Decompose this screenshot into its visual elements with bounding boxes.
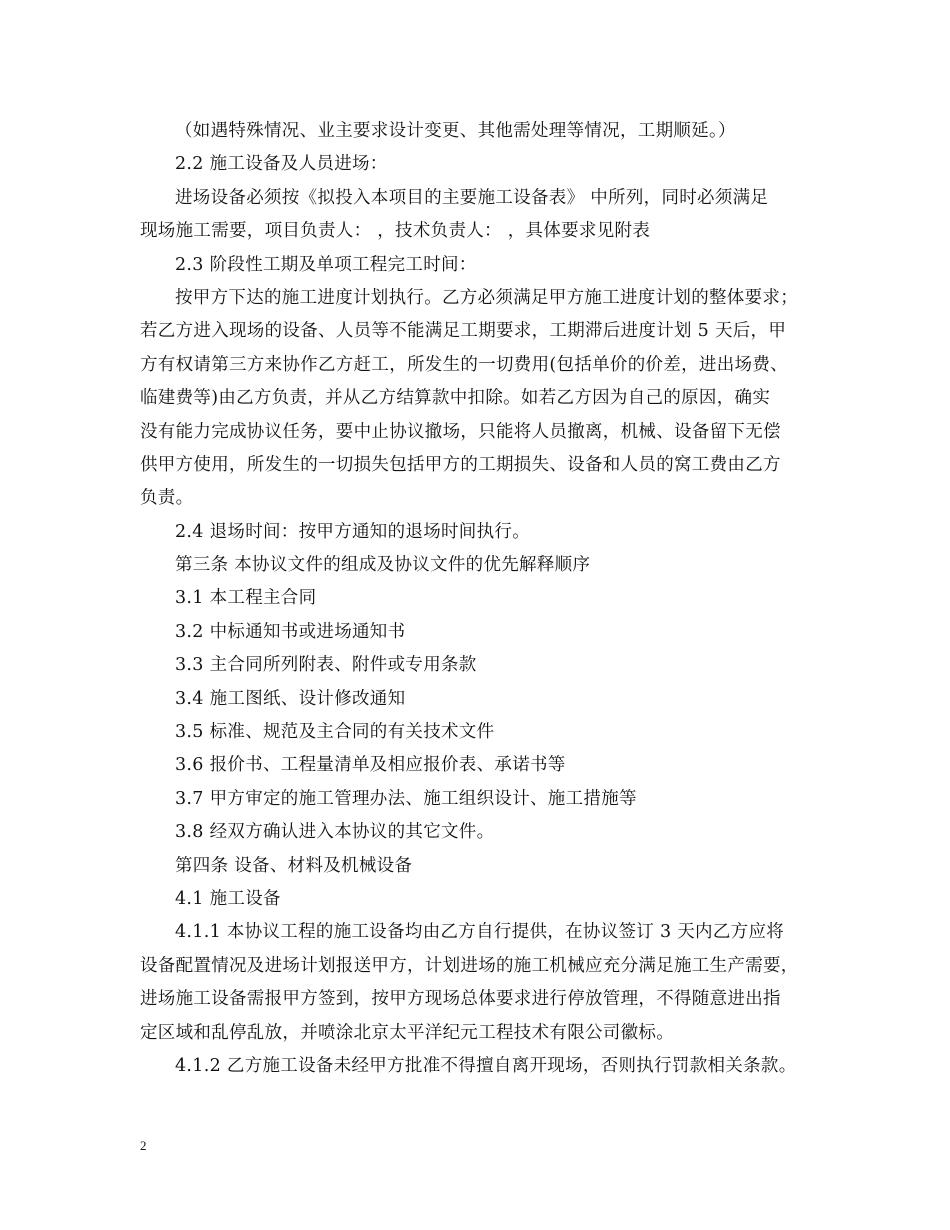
text-line: 3.1 本工程主合同 bbox=[175, 588, 317, 609]
text-line: 2.2 施工设备及人员进场： bbox=[175, 154, 388, 175]
text-line: 4.1.1 本协议工程的施工设备均由乙方自行提供，在协议签订 3 天内乙方应将 bbox=[175, 922, 785, 943]
document-body bbox=[140, 115, 830, 1083]
text-line: 按甲方下达的施工进度计划执行。乙方必须满足甲方施工进度计划的整体要求； bbox=[175, 287, 798, 308]
text-line: 3.6 报价书、工程量清单及相应报价表、承诺书等 bbox=[175, 755, 566, 776]
text-line: 3.5 标准、规范及主合同的有关技术文件 bbox=[175, 722, 495, 743]
text-line: 临建费等)由乙方负责，并从乙方结算款中扣除。如若乙方因为自己的原因，确实 bbox=[140, 388, 771, 409]
text-line: 进场施工设备需报甲方签到，按甲方现场总体要求进行停放管理，不得随意进出指 bbox=[140, 989, 781, 1010]
text-line: 第四条 设备、材料及机械设备 bbox=[175, 855, 413, 876]
text-line: 2.4 退场时间：按甲方通知的退场时间执行。 bbox=[175, 521, 530, 542]
text-line: 4.1 施工设备 bbox=[175, 888, 281, 909]
text-line: 方有权请第三方来协作乙方赶工，所发生的一切费用(包括单价的价差，进出场费、 bbox=[140, 354, 788, 375]
text-line: 2.3 阶段性工期及单项工程完工时间： bbox=[175, 254, 477, 275]
text-line: 第三条 本协议文件的组成及协议文件的优先解释顺序 bbox=[175, 555, 591, 576]
text-line: 供甲方使用，所发生的一切损失包括甲方的工期损失、设备和人员的窝工费由乙方 bbox=[140, 454, 781, 475]
page-number: 2 bbox=[140, 1138, 147, 1153]
text-line: 4.1.2 乙方施工设备未经甲方批准不得擅自离开现场，否则执行罚款相关条款。 bbox=[175, 1055, 797, 1076]
text-line: 3.4 施工图纸、设计修改通知 bbox=[175, 688, 406, 709]
text-line: 3.7 甲方审定的施工管理办法、施工组织设计、施工措施等 bbox=[175, 788, 637, 809]
text-line: 没有能力完成协议任务，要中止协议撤场，只能将人员撤离，机械、设备留下无偿 bbox=[140, 421, 781, 442]
text-line: 现场施工需要，项目负责人： ，技术负责人： ，具体要求见附表 bbox=[140, 221, 651, 242]
text-line: 定区域和乱停乱放，并喷涂北京太平洋纪元工程技术有限公司徽标。 bbox=[140, 1022, 674, 1043]
text-line: 3.8 经双方确认进入本协议的其它文件。 bbox=[175, 822, 495, 843]
text-line: （如遇特殊情况、业主要求设计变更、其他需处理等情况，工期顺延。） bbox=[175, 121, 736, 141]
text-line: 设备配置情况及进场计划报送甲方，计划进场的施工机械应充分满足施工生产需要， bbox=[140, 955, 799, 976]
text-line: 若乙方进入现场的设备、人员等不能满足工期要求，工期滞后进度计划 5 天后，甲 bbox=[140, 321, 787, 342]
text-line: 3.2 中标通知书或进场通知书 bbox=[175, 621, 406, 642]
text-line: 进场设备必须按《拟投入本项目的主要施工设备表》 中所列，同时必须满足 bbox=[175, 187, 769, 208]
text-line: 3.3 主合同所列附表、附件或专用条款 bbox=[175, 655, 477, 676]
text-line: 负责。 bbox=[140, 488, 194, 509]
